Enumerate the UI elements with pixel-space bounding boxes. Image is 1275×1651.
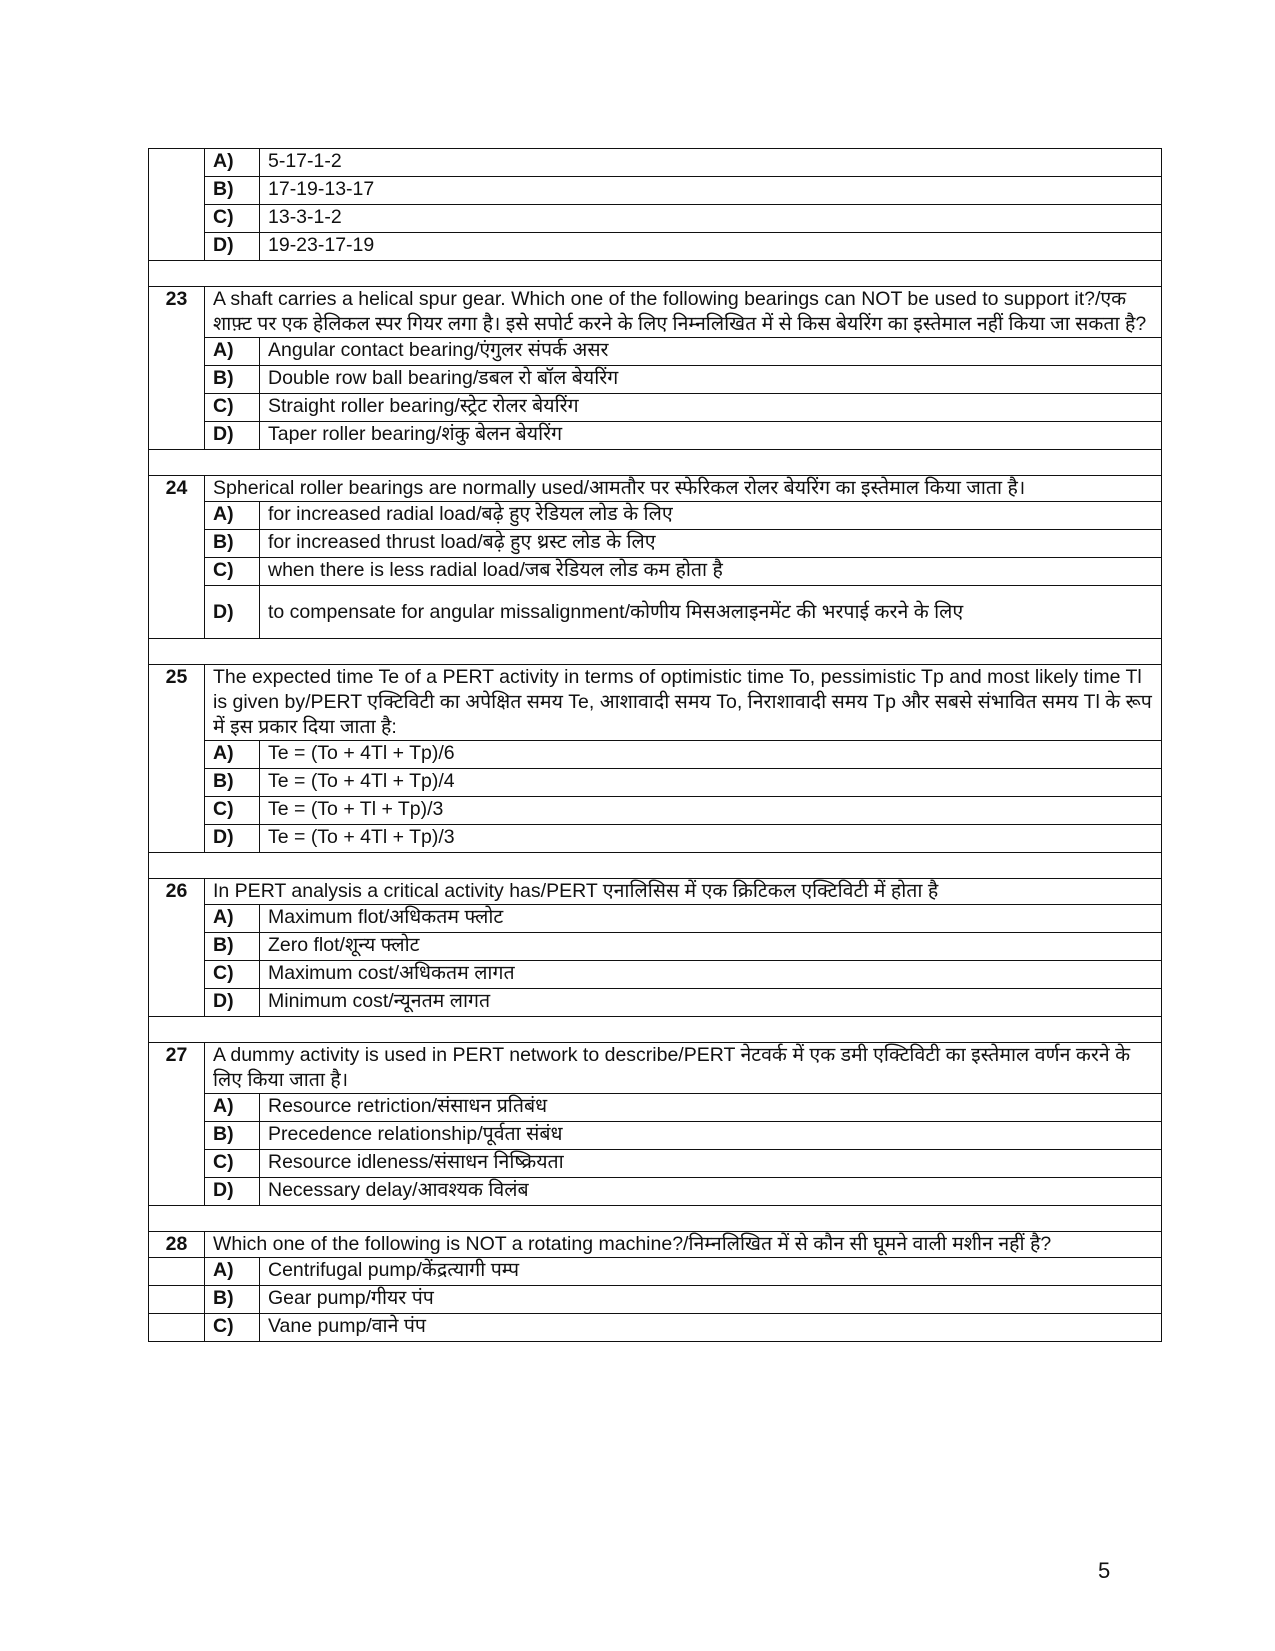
option-text: Taper roller bearing/शंकु बेलन बेयरिंग xyxy=(260,422,1162,450)
question-number: 28 xyxy=(149,1232,205,1258)
question-text: A shaft carries a helical spur gear. Which one of the following bearings can NOT be used to support it?/एक शाफ़्ट पर एक हेलिकल स्पर गियर लगा है। इसे सपोर्ट करने के लिए निम्नलिखित में से किस बेयरिंग का इस्तेमाल नहीं किया जा सकता है? xyxy=(205,287,1162,338)
option-letter: D) xyxy=(205,586,260,639)
option-letter: B) xyxy=(205,1286,260,1314)
question-row-26 xyxy=(149,879,1162,905)
option-row xyxy=(149,338,1162,366)
option-letter: B) xyxy=(205,769,260,797)
option-text: Gear pump/गीयर पंप xyxy=(260,1286,1162,1314)
option-letter: D) xyxy=(205,422,260,450)
spacer-row xyxy=(149,261,1162,287)
option-text: Centrifugal pump/केंद्रत्यागी पम्प xyxy=(260,1258,1162,1286)
option-row xyxy=(149,961,1162,989)
option-row xyxy=(149,933,1162,961)
question-number-cell xyxy=(149,149,205,261)
question-row-27 xyxy=(149,1043,1162,1094)
option-text: for increased radial load/बढ़े हुए रेडियल लोड के लिए xyxy=(260,502,1162,530)
page-number: 5 xyxy=(1098,1558,1111,1583)
question-number: 25 xyxy=(149,665,205,853)
empty-number-cell xyxy=(149,1286,205,1314)
option-letter: C) xyxy=(205,1150,260,1178)
question-text: The expected time Te of a PERT activity in terms of optimistic time To, pessimistic Tp and most likely time Tl is given by/PERT एक्टिविटी का अपेक्षित समय Te, आशावादी समय To, निराशावादी समय Tp और सबसे संभावित समय Tl के रूप में इस प्रकार दिया जाता है: xyxy=(205,665,1162,741)
option-row xyxy=(149,558,1162,586)
option-letter: D) xyxy=(205,1178,260,1206)
option-letter: B) xyxy=(205,366,260,394)
option-letter: A) xyxy=(205,502,260,530)
option-text: for increased thrust load/बढ़े हुए थ्रस्ट लोड के लिए xyxy=(260,530,1162,558)
option-row xyxy=(149,205,1162,233)
option-letter: A) xyxy=(205,149,260,177)
question-text: A dummy activity is used in PERT network to describe/PERT नेटवर्क में एक डमी एक्टिविटी का इस्तेमाल वर्णन करने के लिए किया जाता है। xyxy=(205,1043,1162,1094)
spacer-row xyxy=(149,853,1162,879)
option-row xyxy=(149,586,1162,639)
option-text: Te = (To + 4Tl + Tp)/4 xyxy=(260,769,1162,797)
option-text: 19-23-17-19 xyxy=(260,233,1162,261)
question-table xyxy=(148,148,1162,1342)
option-text: Minimum cost/न्यूनतम लागत xyxy=(260,989,1162,1017)
question-text: Spherical roller bearings are normally used/आमतौर पर स्फेरिकल रोलर बेयरिंग का इस्तेमाल किया जाता है। xyxy=(205,476,1162,502)
option-letter: A) xyxy=(205,905,260,933)
option-text: Straight roller bearing/स्ट्रेट रोलर बेयरिंग xyxy=(260,394,1162,422)
question-row-28 xyxy=(149,1232,1162,1258)
option-row xyxy=(149,366,1162,394)
option-text: Resource retriction/संसाधन प्रतिबंध xyxy=(260,1094,1162,1122)
empty-number-cell xyxy=(149,1258,205,1286)
option-text: Zero flot/शून्य फ्लोट xyxy=(260,933,1162,961)
option-row xyxy=(149,1286,1162,1314)
spacer-row xyxy=(149,450,1162,476)
option-row xyxy=(149,769,1162,797)
option-letter: A) xyxy=(205,741,260,769)
question-row-25 xyxy=(149,665,1162,741)
option-text: 13-3-1-2 xyxy=(260,205,1162,233)
option-letter: C) xyxy=(205,961,260,989)
option-row xyxy=(149,502,1162,530)
question-row-24 xyxy=(149,476,1162,502)
option-letter: B) xyxy=(205,530,260,558)
question-number: 23 xyxy=(149,287,205,450)
option-letter: D) xyxy=(205,825,260,853)
option-letter: C) xyxy=(205,1314,260,1342)
option-letter: B) xyxy=(205,177,260,205)
question-row-23 xyxy=(149,287,1162,338)
spacer-row xyxy=(149,1206,1162,1232)
option-row xyxy=(149,1094,1162,1122)
option-text: Angular contact bearing/एंगुलर संपर्क असर xyxy=(260,338,1162,366)
option-letter: B) xyxy=(205,1122,260,1150)
spacer-row xyxy=(149,1017,1162,1043)
option-text: Vane pump/वाने पंप xyxy=(260,1314,1162,1342)
option-row xyxy=(149,394,1162,422)
option-text: Te = (To + 4Tl + Tp)/6 xyxy=(260,741,1162,769)
option-letter: C) xyxy=(205,797,260,825)
option-row xyxy=(149,1150,1162,1178)
option-text: Precedence relationship/पूर्वता संबंध xyxy=(260,1122,1162,1150)
question-text: In PERT analysis a critical activity has/PERT एनालिसिस में एक क्रिटिकल एक्टिविटी में होता है xyxy=(205,879,1162,905)
option-text: Double row ball bearing/डबल रो बॉल बेयरिंग xyxy=(260,366,1162,394)
option-letter: B) xyxy=(205,933,260,961)
spacer-row xyxy=(149,639,1162,665)
option-text: when there is less radial load/जब रेडियल लोड कम होता है xyxy=(260,558,1162,586)
option-row xyxy=(149,149,1162,177)
option-text: Maximum flot/अधिकतम फ्लोट xyxy=(260,905,1162,933)
option-letter: D) xyxy=(205,989,260,1017)
option-row xyxy=(149,741,1162,769)
option-row xyxy=(149,530,1162,558)
question-number: 26 xyxy=(149,879,205,1017)
option-text: 17-19-13-17 xyxy=(260,177,1162,205)
option-letter: A) xyxy=(205,1094,260,1122)
empty-number-cell xyxy=(149,1314,205,1342)
option-text: Resource idleness/संसाधन निष्क्रियता xyxy=(260,1150,1162,1178)
option-row xyxy=(149,1122,1162,1150)
option-row xyxy=(149,905,1162,933)
option-row xyxy=(149,797,1162,825)
option-row xyxy=(149,1258,1162,1286)
option-letter: C) xyxy=(205,205,260,233)
option-text: Te = (To + Tl + Tp)/3 xyxy=(260,797,1162,825)
option-text: Te = (To + 4Tl + Tp)/3 xyxy=(260,825,1162,853)
option-row xyxy=(149,825,1162,853)
option-letter: C) xyxy=(205,558,260,586)
option-text: Necessary delay/आवश्यक विलंब xyxy=(260,1178,1162,1206)
question-number: 24 xyxy=(149,476,205,639)
option-text: 5-17-1-2 xyxy=(260,149,1162,177)
option-text: to compensate for angular missalignment/कोणीय मिसअलाइनमेंट की भरपाई करने के लिए xyxy=(260,586,1162,639)
option-text: Maximum cost/अधिकतम लागत xyxy=(260,961,1162,989)
question-number: 27 xyxy=(149,1043,205,1206)
option-letter: D) xyxy=(205,233,260,261)
option-row xyxy=(149,989,1162,1017)
option-row xyxy=(149,422,1162,450)
option-row xyxy=(149,177,1162,205)
option-row xyxy=(149,233,1162,261)
question-text: Which one of the following is NOT a rotating machine?/निम्नलिखित में से कौन सी घूमने वाली मशीन नहीं है? xyxy=(205,1232,1162,1258)
option-letter: A) xyxy=(205,338,260,366)
option-letter: A) xyxy=(205,1258,260,1286)
option-letter: C) xyxy=(205,394,260,422)
option-row xyxy=(149,1314,1162,1342)
option-row xyxy=(149,1178,1162,1206)
